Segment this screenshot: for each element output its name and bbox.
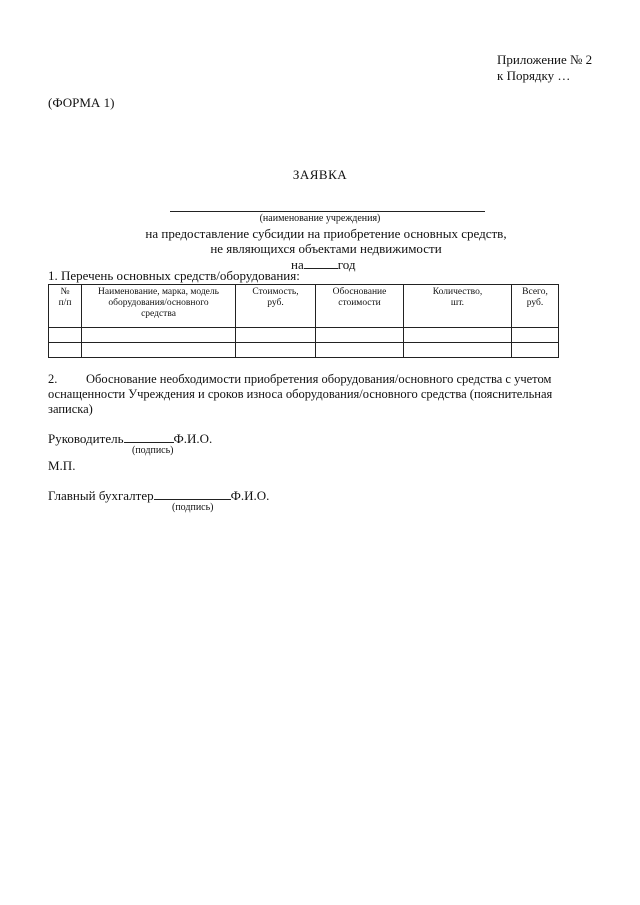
table-cell[interactable]: [316, 343, 404, 358]
table-cell[interactable]: [404, 328, 512, 343]
head-signature-caption: (подпись): [132, 445, 174, 456]
column-header-cost: Стоимость, руб.: [236, 285, 316, 328]
column-header-cost-justification: Обоснование стоимости: [316, 285, 404, 328]
table-row: [49, 343, 559, 358]
table-cell[interactable]: [82, 343, 236, 358]
year-prefix: на: [291, 257, 304, 272]
table-cell[interactable]: [236, 328, 316, 343]
assets-table: [48, 284, 559, 358]
table-cell[interactable]: [236, 343, 316, 358]
table-cell[interactable]: [49, 343, 82, 358]
head-signature-blank[interactable]: [124, 432, 174, 443]
head-label: Руководитель: [48, 431, 124, 446]
accountant-fio: Ф.И.О.: [230, 488, 270, 503]
section-2-number: 2.: [48, 372, 58, 386]
appendix-reference: [497, 52, 592, 84]
column-header-name: Наименование, марка, модель оборудования/основного средства: [82, 285, 236, 328]
section-2-text: Обоснование необходимости приобретения оборудования/основного средства с учетом оснащенности Учреждения и сроков износа оборудования/основного средства (пояснительная записка): [48, 372, 553, 416]
table-row: [49, 328, 559, 343]
table-cell[interactable]: [404, 343, 512, 358]
form-label: (ФОРМА 1): [48, 95, 115, 110]
accountant-signature-caption: (подпись): [172, 502, 214, 513]
table-cell[interactable]: [512, 343, 559, 358]
table-cell[interactable]: [82, 328, 236, 343]
accountant-signature-blank[interactable]: [154, 489, 231, 500]
purpose-line-2: не являющихся объектами недвижимости: [210, 241, 442, 256]
head-signature-line: [48, 431, 212, 447]
institution-name-blank[interactable]: [170, 211, 485, 212]
year-blank[interactable]: [304, 258, 338, 269]
section-2: [48, 372, 576, 417]
appendix-line-2: к Порядку …: [497, 68, 571, 83]
column-header-total: Всего, руб.: [512, 285, 559, 328]
institution-caption: (наименование учреждения): [259, 213, 381, 224]
appendix-line-1: Приложение № 2: [497, 52, 593, 67]
column-header-quantity: Количество, шт.: [404, 285, 512, 328]
accountant-label: Главный бухгалтер: [48, 488, 154, 503]
purpose-line-1: на предоставление субсидии на приобретение основных средств,: [145, 226, 507, 241]
table-cell[interactable]: [49, 328, 82, 343]
table-header-row: [49, 285, 559, 328]
accountant-signature-line: [48, 488, 269, 504]
table-cell[interactable]: [316, 328, 404, 343]
section-1-title: 1. Перечень основных средств/оборудования:: [48, 268, 300, 283]
stamp-place: М.П.: [48, 458, 76, 473]
purpose-text: [0, 226, 640, 256]
year-suffix: год: [337, 257, 356, 272]
head-fio: Ф.И.О.: [173, 431, 213, 446]
table-cell[interactable]: [512, 328, 559, 343]
column-header-number: № п/п: [49, 285, 82, 328]
year-line: [291, 257, 355, 273]
document-title: ЗАЯВКА: [292, 167, 348, 182]
